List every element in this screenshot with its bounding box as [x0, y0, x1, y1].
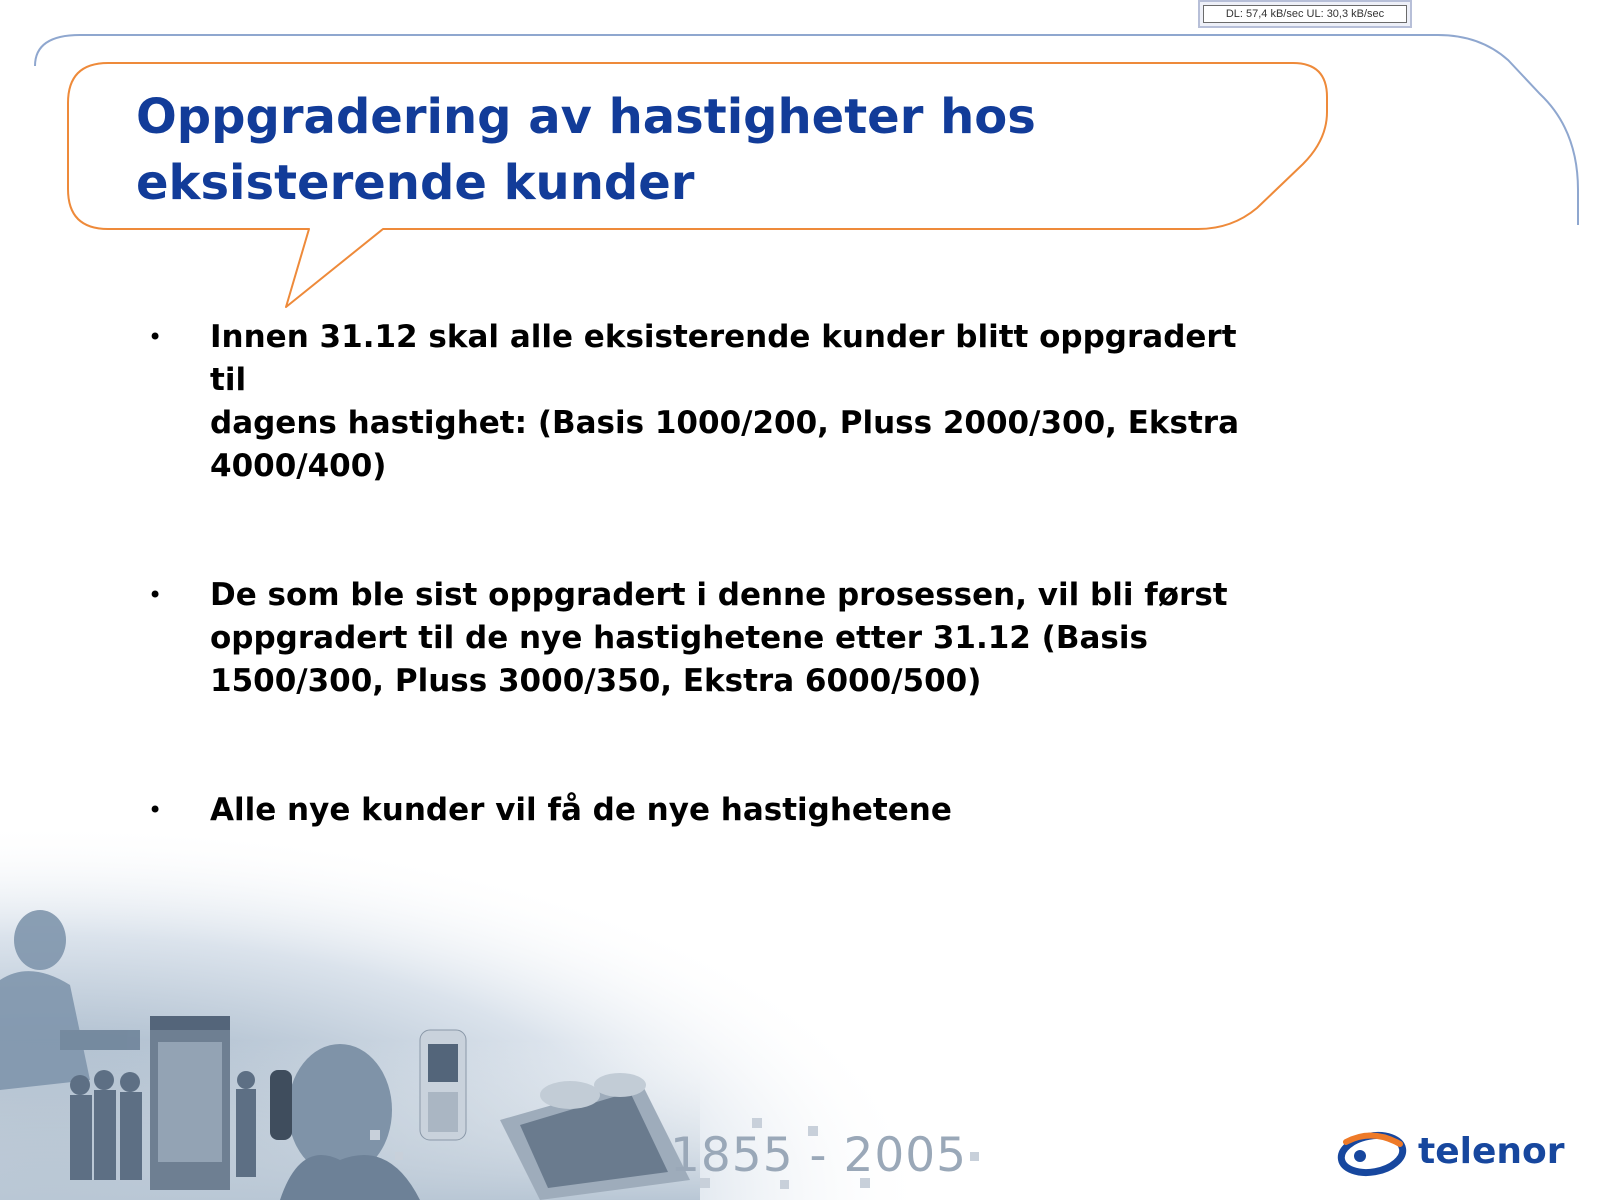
- bullet-text-line: 4000/400): [210, 448, 387, 484]
- network-speed-indicator: [1198, 0, 1412, 28]
- bullet-text-line: dagens hastighet: (Basis 1000/200, Pluss 2000/300, Ekstra: [210, 405, 1239, 441]
- telenor-logo: [1336, 1126, 1565, 1186]
- mobile-phone: [420, 1030, 466, 1140]
- telenor-logo-text: telenor: [1418, 1131, 1565, 1172]
- telephone-booth: [150, 1016, 230, 1190]
- network-speed-text: DL: 57,4 kB/sec UL: 30,3 kB/sec: [1203, 5, 1407, 23]
- telenor-logo-icon: [1336, 1128, 1408, 1180]
- bullet-icon: •: [148, 323, 163, 351]
- bullet-item: [148, 316, 1268, 488]
- slide-title-line: eksisterende kunder: [136, 155, 695, 211]
- slide-title: [136, 84, 1286, 216]
- bullet-text-line: 1500/300, Pluss 3000/350, Ekstra 6000/500): [210, 663, 982, 699]
- bullet-item: [148, 574, 1268, 703]
- anniversary-years: 1855 - 2005: [670, 1128, 968, 1183]
- bullet-list: [148, 316, 1268, 832]
- bullet-text-line: oppgradert til de nye hastighetene etter 31.12 (Basis: [210, 620, 1148, 656]
- bullet-icon: •: [148, 581, 163, 609]
- bullet-text-line: De som ble sist oppgradert i denne prosessen, vil bli først: [210, 577, 1228, 613]
- bullet-text-line: Innen 31.12 skal alle eksisterende kunder blitt oppgradert til: [210, 319, 1237, 398]
- slide-title-line: Oppgradering av hastigheter hos: [136, 89, 1036, 145]
